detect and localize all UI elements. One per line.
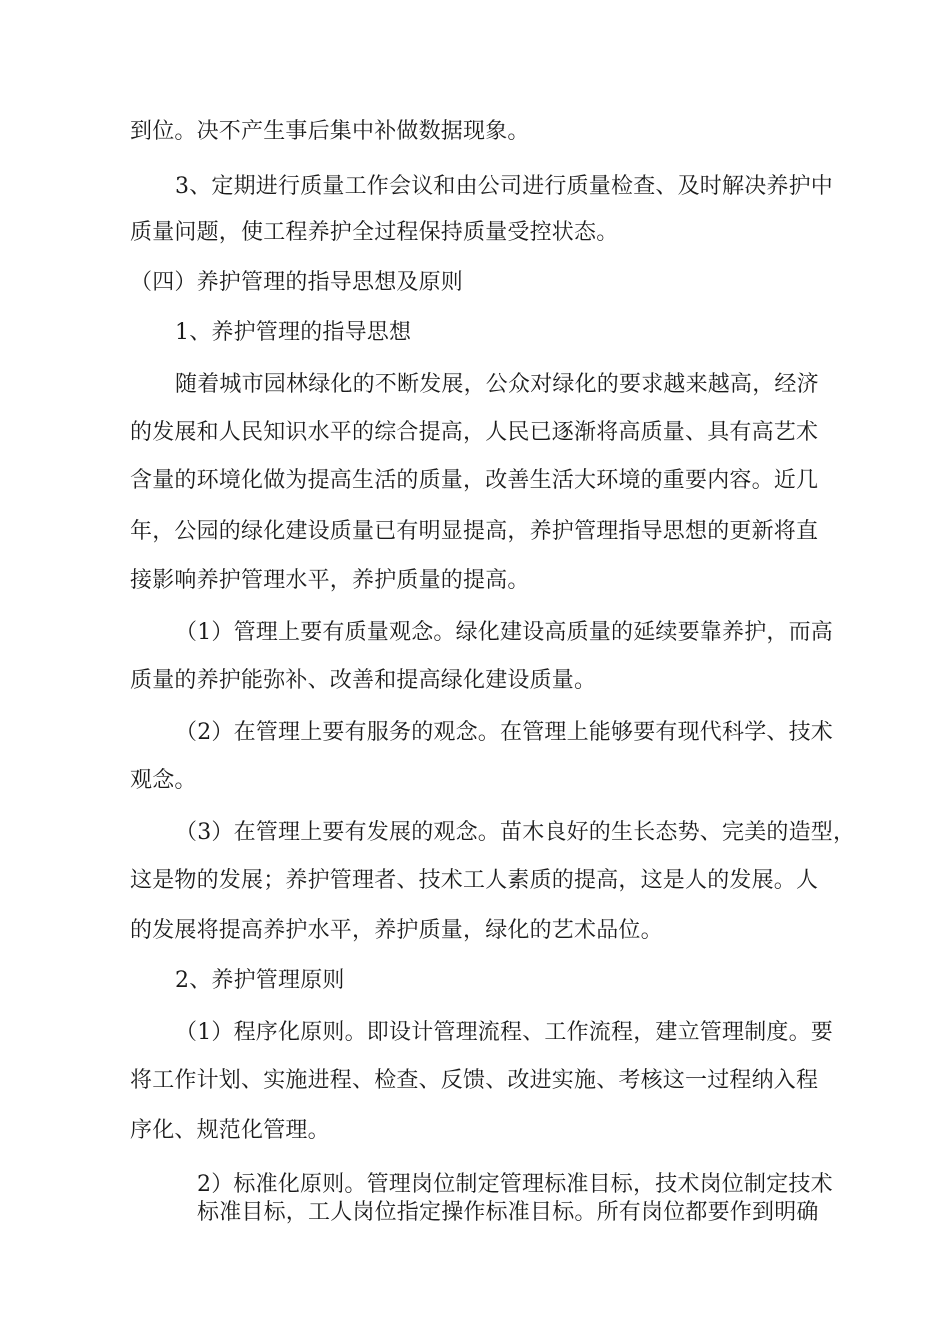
text-line: （3）在管理上要有发展的观念。苗木良好的生长态势、完美的造型， [175, 820, 856, 845]
text-line: （2）在管理上要有服务的观念。在管理上能够要有现代科学、技术 [175, 720, 833, 745]
text-line: 这是物的发展；养护管理者、技术工人素质的提高，这是人的发展。人 [130, 868, 819, 893]
subsection-heading: 1、养护管理的指导思想 [175, 320, 412, 345]
section-heading: （四）养护管理的指导思想及原则 [130, 270, 464, 295]
text-line: 序化、规范化管理。 [130, 1118, 330, 1143]
text-line: 将工作计划、实施进程、检查、反馈、改进实施、考核这一过程纳入程 [130, 1068, 819, 1093]
text-line: 观念。 [130, 768, 197, 793]
text-line: 2）标准化原则。管理岗位制定管理标准目标，技术岗位制定技术 [197, 1172, 833, 1197]
text-line: 质量的养护能弥补、改善和提高绿化建设质量。 [130, 668, 597, 693]
text-line: 标准目标，工人岗位指定操作标准目标。所有岗位都要作到明确 [197, 1200, 819, 1225]
text-line: 质量问题，使工程养护全过程保持质量受控状态。 [130, 220, 619, 245]
text-line: 随着城市园林绿化的不断发展，公众对绿化的要求越来越高，经济 [175, 372, 819, 397]
subsection-heading: 2、养护管理原则 [175, 968, 345, 993]
text-line: 的发展和人民知识水平的综合提高，人民已逐渐将高质量、具有高艺术 [130, 420, 819, 445]
text-line: 接影响养护管理水平，养护质量的提高。 [130, 568, 530, 593]
text-line: 到位。决不产生事后集中补做数据现象。 [130, 119, 530, 144]
text-line: 3、定期进行质量工作会议和由公司进行质量检查、及时解决养护中 [175, 174, 833, 199]
text-line: 含量的环境化做为提高生活的质量，改善生活大环境的重要内容。近几 [130, 468, 819, 493]
text-line: 的发展将提高养护水平，养护质量，绿化的艺术品位。 [130, 918, 663, 943]
text-line: 年，公园的绿化建设质量已有明显提高，养护管理指导思想的更新将直 [130, 519, 819, 544]
text-line: （1）管理上要有质量观念。绿化建设高质量的延续要靠养护，而高 [175, 620, 833, 645]
text-line: （1）程序化原则。即设计管理流程、工作流程，建立管理制度。要 [175, 1020, 833, 1045]
